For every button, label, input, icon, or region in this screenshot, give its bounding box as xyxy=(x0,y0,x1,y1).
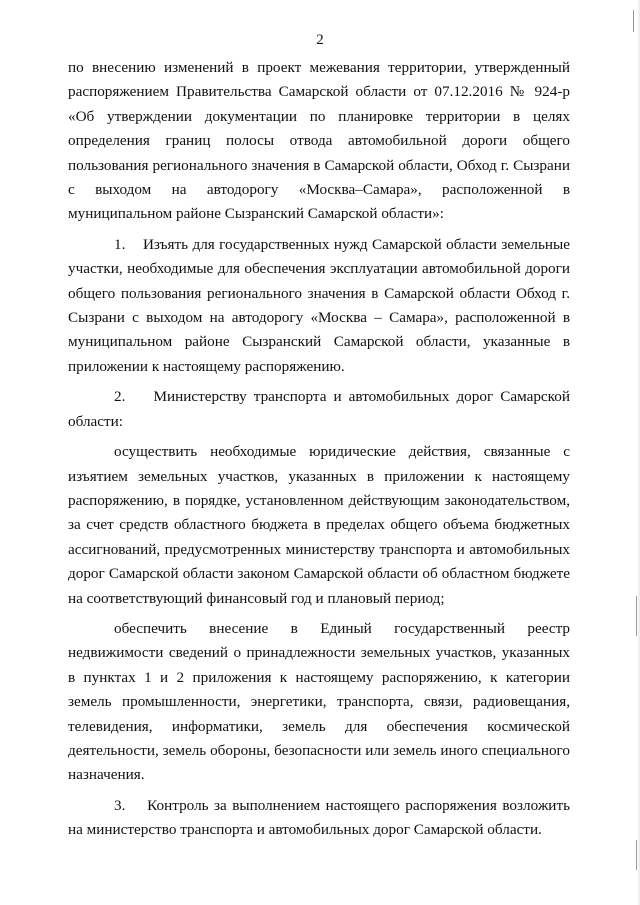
scan-artifact-mark xyxy=(636,596,637,636)
item-3-text: Контроль за выполнением настоящего распоряжения возложить на министерство транспорта и автомобильных дорог Самарской области. xyxy=(68,796,571,839)
page-number: 2 xyxy=(316,32,324,48)
item-3-paragraph xyxy=(68,794,570,843)
intro-paragraph: по внесению изменений в проект межевания территории, утвержденный распоряжением Правительства Самарской области от 07.12.2016 № 924-р «Об утверждении документации по планировке территории в целях определения границ полосы отвода автомобильной дороги общего пользования регионального значения в Самарской области, Обход г. Сызрани с выходом на автодорогу «Москва–Самара», расположенной в муниципальном районе Сызранский Самарской области»: xyxy=(68,59,570,223)
scan-artifact-mark xyxy=(636,840,637,870)
document-body xyxy=(68,56,570,843)
item-1-number: 1. xyxy=(114,235,126,253)
item-1-paragraph xyxy=(68,233,570,379)
item-2-number: 2. xyxy=(114,388,126,406)
item-3-number: 3. xyxy=(114,796,126,814)
scan-artifact-mark xyxy=(633,10,634,32)
item-2-paragraph xyxy=(68,385,570,434)
item-2-text: Министерству транспорта и автомобильных дорог Самарской области: xyxy=(68,388,571,430)
subitem-1-paragraph: осуществить необходимые юридические действия, связанные с изъятием земельных участков, указанных в приложении к настоящему распоряжению, в порядке, установленном действующим законодательством, за счет средств областного бюджета в пределах общего объема бюджетных ассигнований, предусмотренных министерству транспорта и автомобильных дорог Самарской области законом Самарской области об областном бюджете на соответствующий финансовый год и плановый период; xyxy=(68,443,570,607)
subitem-2-paragraph: обеспечить внесение в Единый государственный реестр недвижимости сведений о принадлежности земельных участков, указанных в пунктах 1 и 2 приложения к настоящему распоряжению, к категории земель промышленности, энергетики, транспорта, связи, радиовещания, телевидения, информатики, земель для обеспечения космической деятельности, земель обороны, безопасности или земель иного специального назначения. xyxy=(68,619,570,784)
item-1-text: Изъять для государственных нужд Самарской области земельные участки, необходимые для обеспечения эксплуатации автомобильной дороги общего пользования регионального значения в Самарской области Обход г. Сызрани с выходом на автодорогу «Москва – Самара», расположенной в муниципальном районе Сызранский Самарской области, указанные в приложении к настоящему распоряжению. xyxy=(68,235,571,375)
